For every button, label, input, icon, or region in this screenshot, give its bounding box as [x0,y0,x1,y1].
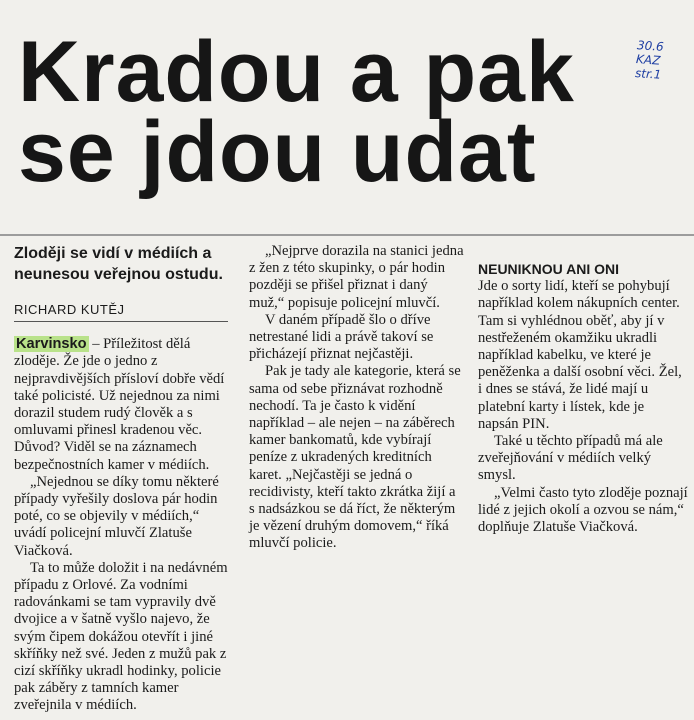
subheading: NEUNIKNOU ANI ONI [478,261,620,277]
headline [18,24,618,200]
handwritten-annotation [635,38,694,84]
place-label: Karvinsko [16,336,87,353]
paragraph-3: Ta to může doložit i na nedávném případu z Orlové. Za vodními radovánkami se tam vypravily dvě dvojice a v šatně vyšlo najevo, že svým čipem dokážou otevřít i jiné skříňky než své. Jeden z mužů pak z cizí skříňky ukradl hodinky, policie pak záběry z tamních kamer zveřejnila v médiích. [14,559,228,714]
headline-line-1: Kradou a pak [18,24,575,120]
paragraph-1 [14,336,228,474]
paragraph-8: Také u těchto případů má ale zveřejňování v médiích velký smysl. [478,433,663,484]
paragraph-9: „Velmi často tyto zloděje poznají lidé z jejich okolí a ozvou se nám,“ doplňuje Zlatuše Viačková. [478,484,688,536]
annotation-page: str.1 [634,66,662,82]
paragraph-4: „Nejprve dorazila na stanici jedna z žen z této skupinky, o pár hodin později se přišel přiznat i daný muž,“ popisuje policejní mluvčí. [249,243,464,311]
column-1 [14,243,228,715]
paragraph-7: Jde o sorty lidí, kteří se pohybují například kolem nákupních center. Tam si vyhlédnou oběť, aby jí v nestřeženém okamžiku ukradli například kabelku, ve které je peněženka a další osobní věci. Žel, i dnes se stává, že lidé mají u platební karty i lístek, kde je napsán PIN. [478,278,682,432]
paragraph-1-text: Příležitost dělá zloděje. Že jde o jedno z nejpravdivějších přísloví dobře vědí také policisté. Už nejednou za nimi dorazil studem rudý člověk a s omluvami přinesl kradenou věc. Důvod? Viděl se na záznamech bezpečnostních kamer v médiích. [14,336,225,473]
column-3 [478,243,688,536]
place-dash: – [88,336,104,353]
annotation-date: 30.6 [636,38,665,54]
headline-divider [0,234,694,236]
annotation-source: KAZ [635,52,661,68]
perex: Zloději se vidí v médiích a neunesou veřejnou ostudu. [14,245,223,283]
paragraph-6: Pak je tady ale kategorie, která se sama od sebe přiznávat rozhodně nechodí. Ta je často k vidění například – ale nejen – na záběrech kamer bankomatů, kde vybírají peníze z ukradených kreditních karet. „Nejčastěji se jedná o recidivisty, kteří takto zkrátka žijí a s nadsázkou se dá říct, že některým je vězení druhým domovem,“ říká mluvčí policie. [249,363,461,552]
headline-line-2: se jdou udat [18,104,537,200]
author-byline: RICHARD KUTĚJ [14,301,228,322]
column-2 [249,243,464,553]
paragraph-5: V daném případě šlo o dříve netrestané lidi a právě takoví se přicházejí přiznat nejčastěji. [249,311,434,363]
paragraph-2: „Nejednou se díky tomu některé případy vyřešily doslova pár hodin poté, co se objevily v médiích,“ uvádí policejní mluvčí Zlatuše Viačková. [14,473,219,559]
